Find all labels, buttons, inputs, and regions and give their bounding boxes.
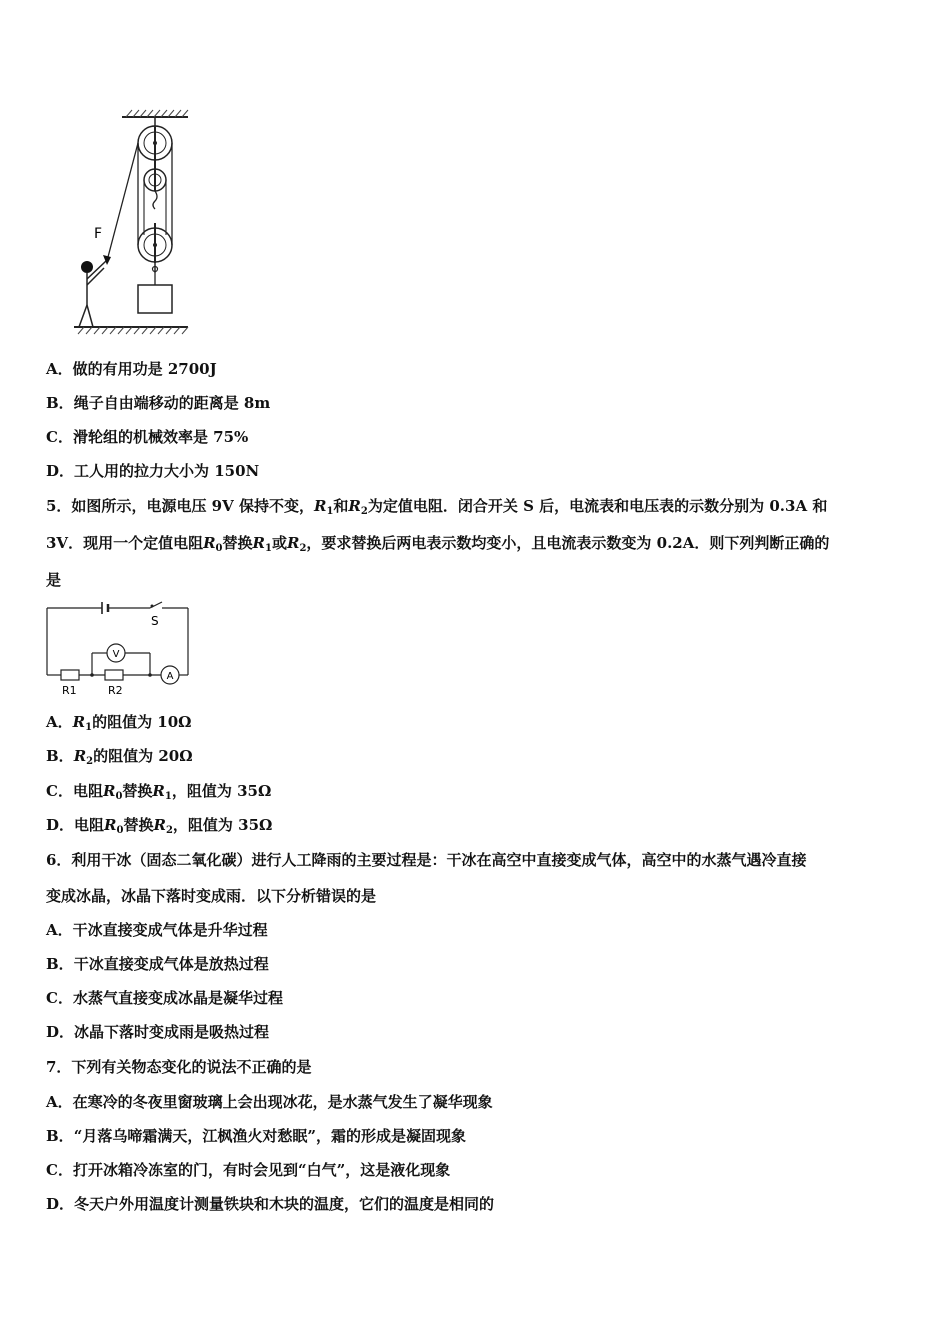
q7-stem: 7．下列有关物态变化的说法不正确的是 [46,1058,312,1076]
q6-stem-line1: 6．利用干冰（固态二氧化碳）进行人工降雨的主要过程是：干冰在高空中直接变成气体，高空中的水蒸气遇冷直接 [46,851,807,869]
q6-option-c[interactable]: C．水蒸气直接变成冰晶是凝华过程 [46,989,283,1007]
q5-stem-line1: 5．如图所示，电源电压 9V 保持不变，$R_1$和$R_2$为定值电阻．闭合开关 S 后，电流表和电压表的示数分别为 0.3A 和 [46,497,828,517]
q5-option-c[interactable]: C．电阻$R_0$替换$R_1$，阻值为 35Ω [46,782,272,802]
q6-option-d[interactable]: D．冰晶下落时变成雨是吸热过程 [46,1023,270,1041]
q6-option-b[interactable]: B．干冰直接变成气体是放热过程 [46,955,269,973]
q5-stem-line3: 是 [46,571,62,589]
q4-option-b[interactable]: B．绳子自由端移动的距离是 8m [46,394,271,412]
switch-label: S [151,614,159,628]
worker-head [81,261,93,273]
q7-option-c[interactable]: C．打开冰箱冷冻室的门，有时会见到“白气”，这是液化现象 [46,1161,451,1179]
circuit-diagram [42,600,202,700]
r1-label: R1 [62,684,77,697]
q6-stem-line2: 变成冰晶，冰晶下落时变成雨．以下分析错误的是 [46,887,377,905]
force-label: F [94,226,103,242]
ammeter-label: A [166,671,174,682]
q7-option-b[interactable]: B．“月落乌啼霜满天，江枫渔火对愁眠”，霜的形成是凝固现象 [46,1127,466,1145]
q5-stem-line2: 3V．现用一个定值电阻$R_0$替换$R_1$或$R_2$，要求替换后两电表示数均变小，且电流表示数变为 0.2A．则下列判断正确的 [46,534,830,554]
hanging-weight [138,285,172,313]
r2-label: R2 [108,684,123,697]
q4-option-a[interactable]: A．做的有用功是 2700J [46,360,217,378]
q4-option-c[interactable]: C．滑轮组的机械效率是 75% [46,428,249,446]
q6-option-a[interactable]: A．干冰直接变成气体是升华过程 [46,921,268,939]
pulley-system-figure [70,105,220,340]
q5-option-d[interactable]: D．电阻$R_0$替换$R_2$，阻值为 35Ω [46,816,273,836]
q5-option-a[interactable]: A．$R_1$的阻值为 10Ω [46,713,192,733]
q5-option-b[interactable]: B．$R_2$的阻值为 20Ω [46,747,193,767]
q7-option-a[interactable]: A．在寒冷的冬夜里窗玻璃上会出现冰花，是水蒸气发生了凝华现象 [46,1093,493,1111]
voltmeter-label: V [112,649,120,660]
q7-option-d[interactable]: D．冬天户外用温度计测量铁块和木块的温度，它们的温度是相同的 [46,1195,495,1213]
q4-option-d[interactable]: D．工人用的拉力大小为 150N [46,462,260,480]
